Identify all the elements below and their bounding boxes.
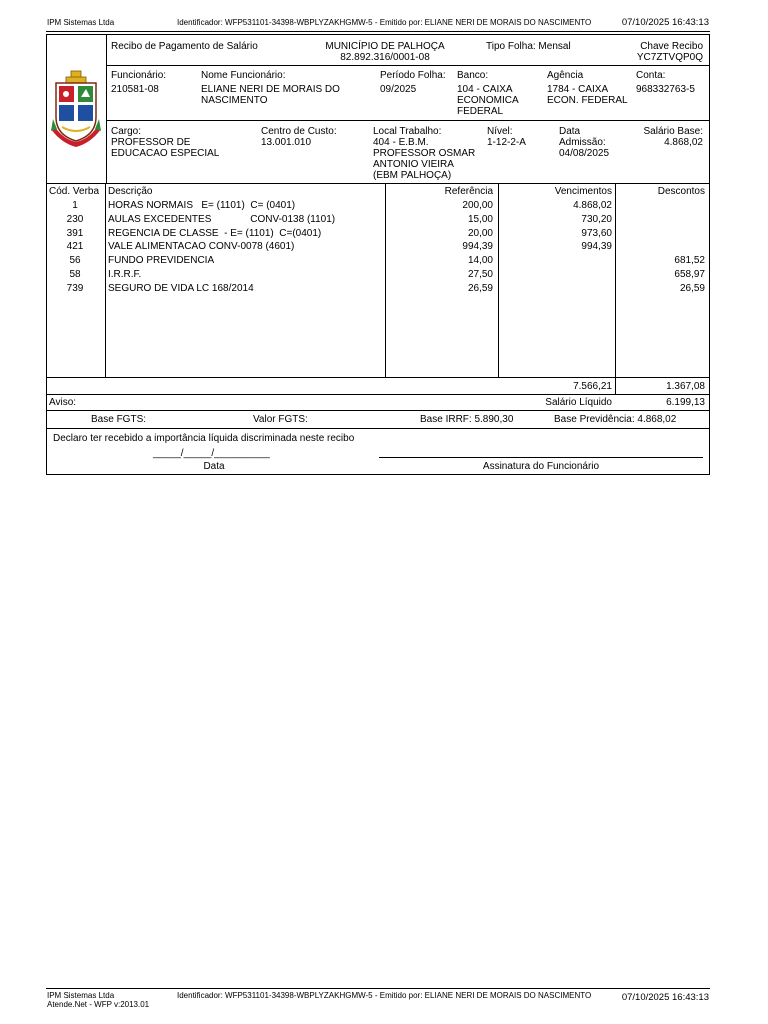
col-sep-totals xyxy=(615,377,616,395)
admission-label-2: Admissão: xyxy=(559,137,606,148)
signature-label: Assinatura do Funcionário xyxy=(482,461,600,472)
employee-name-label: Nome Funcionário: xyxy=(201,70,286,81)
row-description: VALE ALIMENTACAO CONV-0078 (4601) xyxy=(108,241,295,253)
role-label: Cargo: xyxy=(111,126,142,137)
row-earnings: 994,39 xyxy=(581,241,612,253)
job-divider xyxy=(47,183,709,184)
row-reference: 26,59 xyxy=(467,282,493,294)
irrf-base: Base IRRF: 5.890,30 xyxy=(420,414,514,425)
row-description: AULAS EXCEDENTES CONV-0138 (1101) xyxy=(108,213,336,225)
net-salary-value: 6.199,13 xyxy=(666,397,705,408)
net-salary-label: Salário Líquido xyxy=(545,397,612,408)
row-reference: 200,00 xyxy=(462,200,493,211)
row-code: 1 xyxy=(72,200,78,211)
workplace-line1: 404 - E.B.M. xyxy=(373,137,429,148)
admission-value: 04/08/2025 xyxy=(559,148,610,159)
footer-company: IPM Sistemas Ltda xyxy=(47,991,115,1000)
row-reference: 27,50 xyxy=(467,269,493,280)
agency-line1: 1784 - CAIXA xyxy=(547,84,609,95)
row-code: 391 xyxy=(66,227,84,239)
date-label: Data xyxy=(203,461,225,472)
level-value: 1-12-2-A xyxy=(487,137,526,148)
col-sep-earn xyxy=(615,183,616,377)
employee-id-value: 210581-08 xyxy=(111,84,159,95)
notice-divider xyxy=(47,410,709,411)
row-reference: 20,00 xyxy=(467,227,493,239)
row-reference: 14,00 xyxy=(467,255,493,267)
receipt-declaration: Declaro ter recebido a importância líquida discriminada neste recibo xyxy=(53,433,355,444)
row-code: 56 xyxy=(69,255,81,267)
top-rule xyxy=(46,31,710,32)
period-label: Período Folha: xyxy=(380,70,446,81)
pension-base: Base Previdência: 4.868,02 xyxy=(554,414,677,425)
total-earnings: 7.566,21 xyxy=(573,381,612,392)
row-deductions: 26,59 xyxy=(679,282,705,294)
row-code: 230 xyxy=(66,213,84,225)
col-header-code: Cód. Verba xyxy=(49,186,100,197)
row-code: 739 xyxy=(66,282,84,294)
col-header-earnings: Vencimentos xyxy=(554,186,612,197)
role-line2: EDUCACAO ESPECIAL xyxy=(111,148,220,159)
row-description: HORAS NORMAIS E= (1101) C= (0401) xyxy=(108,200,296,211)
doc-title: Recibo de Pagamento de Salário xyxy=(111,41,258,52)
municipal-coat-of-arms-icon xyxy=(51,69,101,149)
col-header-deductions: Descontos xyxy=(657,186,705,197)
level-label: Nível: xyxy=(487,126,513,137)
notice-label: Aviso: xyxy=(49,397,77,408)
employee-divider xyxy=(106,120,710,121)
bank-label: Banco: xyxy=(457,70,489,81)
workplace-line2: PROFESSOR OSMAR xyxy=(373,148,476,159)
row-reference: 994,39 xyxy=(462,241,493,253)
col-header-description: Descrição xyxy=(108,186,153,197)
footer-identifier: Identificador: WFP531101-34398-WBPLYZAKHGMW-5 - Emitido por: ELIANE NERI DE MORAIS DO NASCIMENTO xyxy=(177,991,592,1000)
row-deductions: 658,97 xyxy=(674,269,705,280)
employee-name-line2: NASCIMENTO xyxy=(201,95,268,106)
row-earnings: 4.868,02 xyxy=(573,200,612,211)
col-header-reference: Referência xyxy=(444,186,493,197)
date-blank: _____/_____/__________ xyxy=(153,448,270,459)
row-earnings: 973,60 xyxy=(581,227,612,239)
bank-line1: 104 - CAIXA xyxy=(457,84,513,95)
workplace-line3: ANTONIO VIEIRA xyxy=(373,159,454,170)
pay-receipt xyxy=(46,34,710,475)
totals-divider xyxy=(47,394,709,395)
fgts-value: Valor FGTS: xyxy=(253,414,308,425)
row-code: 421 xyxy=(66,241,84,253)
col-sep-ref xyxy=(498,183,499,377)
footer-rule xyxy=(46,988,710,989)
col-sep-code xyxy=(105,183,106,377)
row-description: I.R.R.F. xyxy=(108,269,142,280)
period-value: 09/2025 xyxy=(380,84,417,95)
row-description: REGENCIA DE CLASSE - E= (1101) C=(0401) xyxy=(108,227,322,239)
agency-label: Agência xyxy=(547,70,584,81)
employee-name-line1: ELIANE NERI DE MORAIS DO xyxy=(201,84,340,95)
account-label: Conta: xyxy=(636,70,666,81)
top-info-bar xyxy=(47,18,709,30)
employee-id-label: Funcionário: xyxy=(111,70,167,81)
footer-datetime: 07/10/2025 16:43:13 xyxy=(621,992,709,1003)
row-description: FUNDO PREVIDENCIA xyxy=(108,255,215,267)
row-deductions: 681,52 xyxy=(674,255,705,267)
top-company: IPM Sistemas Ltda xyxy=(47,18,115,27)
signature-line xyxy=(379,457,703,458)
municipality-cnpj: 82.892.316/0001-08 xyxy=(340,52,430,63)
base-salary-label: Salário Base: xyxy=(643,126,703,137)
receipt-key-value: YC7ZTVQP0Q xyxy=(636,52,703,63)
cost-center-label: Centro de Custo: xyxy=(261,126,337,137)
top-datetime: 07/10/2025 16:43:13 xyxy=(621,17,709,28)
agency-line2: ECON. FEDERAL xyxy=(547,95,628,106)
account-value: 968332763-5 xyxy=(636,84,695,95)
bank-line3: FEDERAL xyxy=(457,106,504,117)
col-sep-desc xyxy=(385,183,386,377)
base-salary-value: 4.868,02 xyxy=(664,137,703,148)
workplace-line4: (EBM PALHOÇA) xyxy=(373,170,452,181)
total-deductions: 1.367,08 xyxy=(666,381,705,392)
role-line1: PROFESSOR DE xyxy=(111,137,191,148)
receipt-key-label: Chave Recibo xyxy=(640,41,703,52)
top-identifier: Identificador: WFP531101-34398-WBPLYZAKHGMW-5 - Emitido por: ELIANE NERI DE MORAIS DO NASCIMENTO xyxy=(177,18,592,27)
row-description: SEGURO DE VIDA LC 168/2014 xyxy=(108,282,254,294)
row-code: 58 xyxy=(69,269,81,280)
logo-divider xyxy=(106,35,107,183)
footer-version: Atende.Net - WFP v:2013.01 xyxy=(47,1000,150,1009)
table-bottom-divider xyxy=(47,377,709,378)
row-earnings: 730,20 xyxy=(581,213,612,225)
bases-divider xyxy=(47,428,709,429)
header-divider xyxy=(106,65,710,66)
fgts-base: Base FGTS: xyxy=(91,414,147,425)
sheet-type: Tipo Folha: Mensal xyxy=(486,41,571,52)
municipality-name: MUNICÍPIO DE PALHOÇA xyxy=(325,41,445,52)
workplace-label: Local Trabalho: xyxy=(373,126,442,137)
bank-line2: ECONOMICA xyxy=(457,95,519,106)
admission-label-1: Data xyxy=(559,126,581,137)
cost-center-value: 13.001.010 xyxy=(261,137,312,148)
row-reference: 15,00 xyxy=(467,213,493,225)
